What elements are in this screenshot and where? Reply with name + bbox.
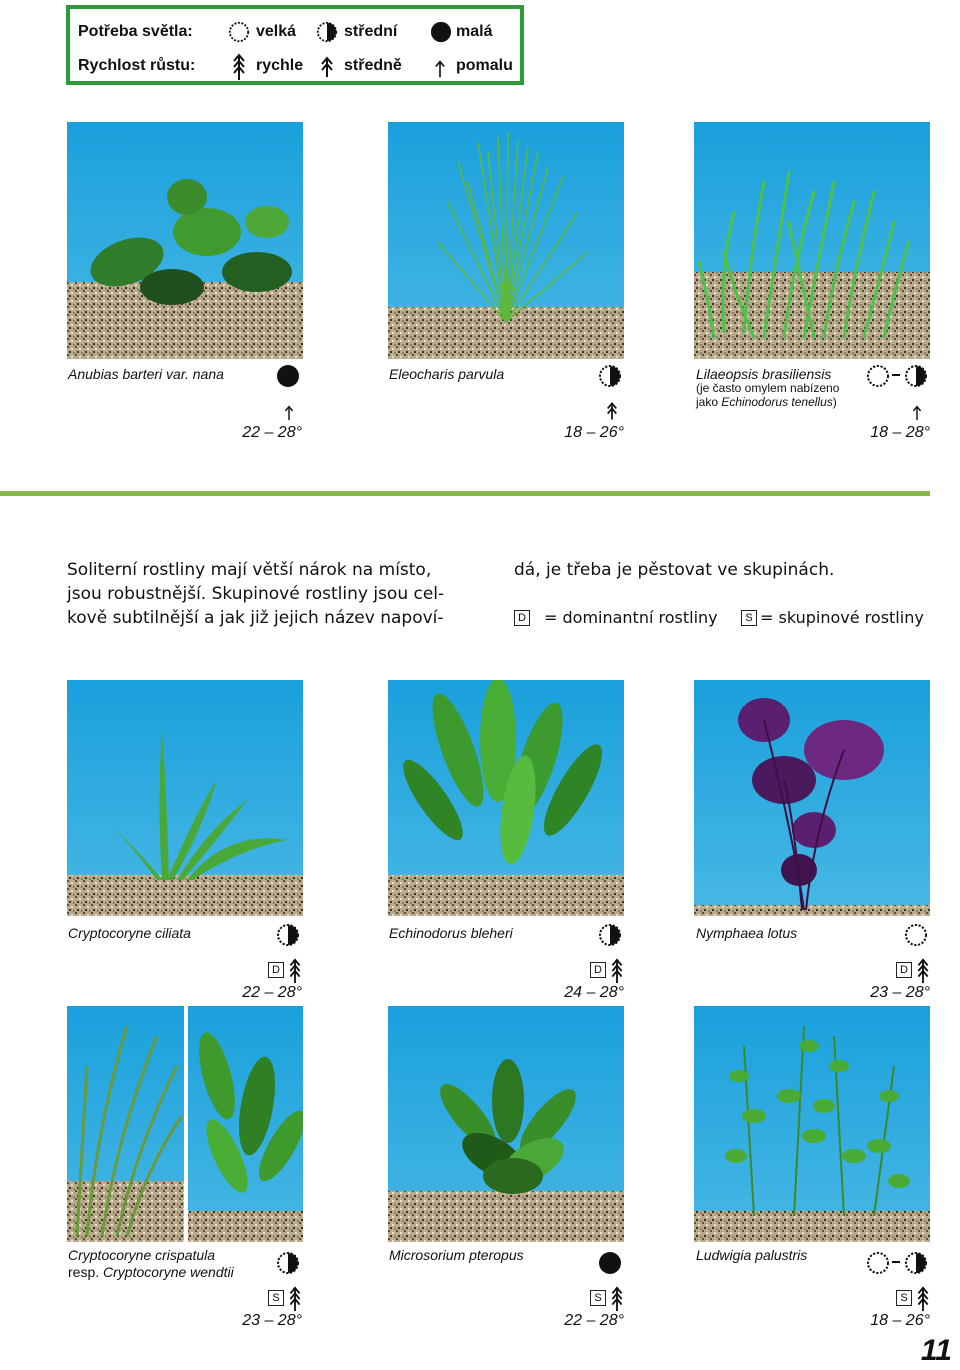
- growth-fast-icon: [916, 1286, 930, 1312]
- plant-name-eleocharis: Eleocharis parvula: [389, 366, 505, 382]
- photo-eleocharis: [388, 122, 624, 359]
- light-high-icon: [866, 1251, 890, 1275]
- plant-name-lilaeopsis: Lilaeopsis brasiliensis: [696, 366, 832, 382]
- temperature-nymphaea-lotus: 23 – 28°: [870, 984, 930, 1001]
- growth-slow-icon: [912, 404, 922, 422]
- light-high-icon: [904, 923, 928, 947]
- plant-note-lilaeopsis: (je často omylem nabízeno: [696, 381, 840, 395]
- range-dash: [892, 374, 900, 376]
- dominant-badge: D: [268, 962, 284, 978]
- intro-left-column: [67, 558, 507, 630]
- growth-rate-label: Rychlost růstu:: [78, 57, 196, 74]
- plant-name-microsorium: Microsorium pteropus: [389, 1247, 524, 1263]
- intro-line-2: jsou robustnější. Skupinové rostliny jsou cel-: [67, 584, 445, 604]
- growth-fast-icon: [288, 1286, 302, 1312]
- dominant-badge: D: [896, 962, 912, 978]
- temperature-echinodorus-bleheri: 24 – 28°: [564, 984, 624, 1001]
- temperature-lilaeopsis: 18 – 28°: [870, 424, 930, 441]
- temperature-ludwigia: 18 – 26°: [870, 1312, 930, 1329]
- growth-fast-icon: [610, 1286, 624, 1312]
- light-mid-icon: [276, 923, 300, 947]
- light-need-label: Potřeba světla:: [78, 23, 193, 40]
- dominant-badge: D: [514, 610, 530, 626]
- light-mid-icon: [598, 364, 622, 388]
- plant-name-echinodorus-bleheri: Echinodorus bleheri: [389, 925, 513, 941]
- intro-line-3: kově subtilnější a jak již jejich název napoví-: [67, 608, 444, 628]
- group-badge: S: [896, 1290, 912, 1306]
- light-mid-icon: [598, 923, 622, 947]
- growth-slow-label: pomalu: [456, 57, 513, 74]
- dominant-legend-text: = dominantní rostliny: [544, 608, 718, 627]
- light-low-icon: [430, 21, 452, 43]
- section-divider: [0, 491, 930, 496]
- plant-name-nymphaea-lotus: Nymphaea lotus: [696, 925, 798, 941]
- growth-slow-icon: [434, 59, 446, 79]
- temperature-microsorium: 22 – 28°: [564, 1312, 624, 1329]
- temperature-eleocharis: 18 – 26°: [564, 424, 624, 441]
- light-mid-label: střední: [344, 23, 398, 40]
- temperature-anubias: 22 – 28°: [242, 424, 302, 441]
- photo-echinodorus-bleheri: [388, 680, 624, 916]
- growth-mid-icon: [320, 55, 334, 79]
- light-high-icon: [228, 21, 250, 43]
- light-mid-icon: [904, 1251, 928, 1275]
- light-mid-icon: [904, 364, 928, 388]
- photo-nymphaea-lotus: [694, 680, 930, 916]
- light-high-label: velká: [256, 23, 297, 40]
- plant-name-cryptocoryne-wendtii: resp. Cryptocoryne wendtii: [68, 1264, 234, 1280]
- temperature-cryptocoryne-ciliata: 22 – 28°: [242, 984, 302, 1001]
- light-low-label: malá: [456, 23, 493, 40]
- page-number: 11: [920, 1334, 952, 1367]
- photo-anubias: [67, 122, 303, 359]
- growth-mid-icon: [606, 400, 618, 422]
- plant-name-cryptocoryne-crispatula: Cryptocoryne crispatula: [68, 1247, 216, 1263]
- growth-fast-icon: [916, 958, 930, 984]
- growth-fast-icon: [288, 958, 302, 984]
- light-mid-icon: [276, 1251, 300, 1275]
- intro-right-line: dá, je třeba je pěstovat ve skupinách.: [514, 560, 835, 580]
- plant-note-lilaeopsis-line2: jako Echinodorus tenellus): [696, 395, 837, 409]
- photo-cryptocoryne-ciliata: [67, 680, 303, 916]
- plant-name-ludwigia: Ludwigia palustris: [696, 1247, 808, 1263]
- light-low-icon: [598, 1251, 622, 1275]
- growth-fast-icon: [610, 958, 624, 984]
- photo-ludwigia: [694, 1006, 930, 1242]
- plant-name-anubias: Anubias barteri var. nana: [68, 366, 224, 382]
- photo-cryptocoryne-crispatula: [67, 1006, 303, 1242]
- dominant-badge: D: [590, 962, 606, 978]
- intro-line-1: Soliterní rostliny mají větší nárok na místo,: [67, 560, 432, 580]
- light-high-icon: [866, 364, 890, 388]
- legend-box: [66, 5, 524, 85]
- growth-fast-label: rychle: [256, 57, 304, 74]
- group-legend-text: = skupinové rostliny: [760, 608, 924, 627]
- temperature-cryptocoryne-crispatula: 23 – 28°: [242, 1312, 302, 1329]
- light-low-icon: [276, 364, 300, 388]
- growth-slow-icon: [284, 404, 294, 422]
- range-dash: [892, 1261, 900, 1263]
- light-mid-icon: [316, 21, 338, 43]
- photo-microsorium: [388, 1006, 624, 1242]
- group-badge: S: [741, 610, 757, 626]
- growth-mid-label: středně: [344, 57, 402, 74]
- photo-lilaeopsis: [694, 122, 930, 359]
- plant-name-cryptocoryne-ciliata: Cryptocoryne ciliata: [68, 925, 191, 941]
- group-badge: S: [268, 1290, 284, 1306]
- group-badge: S: [590, 1290, 606, 1306]
- growth-fast-icon: [232, 53, 246, 81]
